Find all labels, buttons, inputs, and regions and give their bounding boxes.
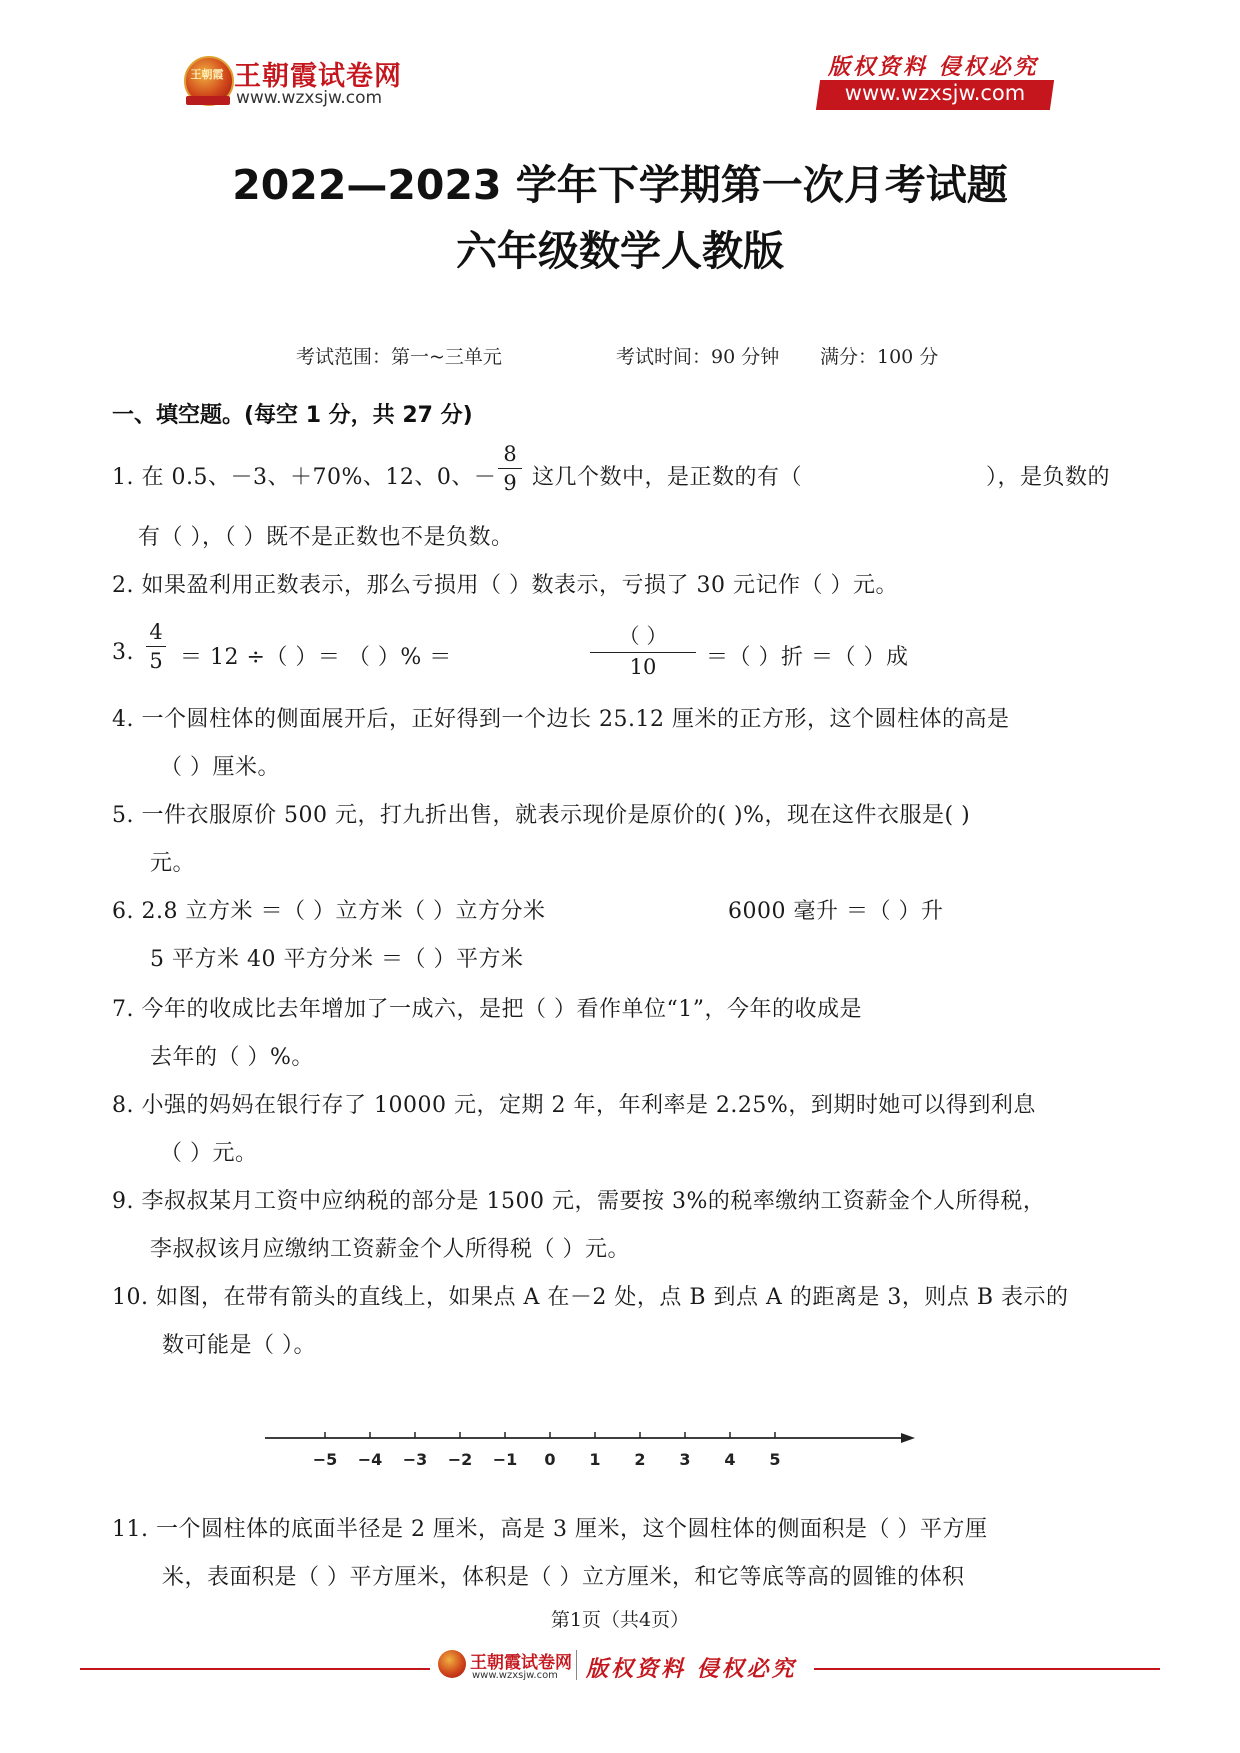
q3-part1: ＝ 12 ÷（ ）＝ （ ）% ＝ [180, 645, 452, 670]
q9-line1: 9. 李叔叔某月工资中应纳税的部分是 1500 元，需要按 3%的税率缴纳工资薪金个人所得税， [112, 1189, 1046, 1214]
number-line-label: −2 [447, 1450, 473, 1469]
q1-fraction [498, 442, 522, 495]
q6-line1b: 6000 毫升 ＝（ ）升 [728, 899, 944, 924]
q8-line1: 8. 小强的妈妈在银行存了 10000 元，定期 2 年，年利率是 2.25%，到期时她可以得到利息 [112, 1093, 1036, 1118]
q4-line2: （ ）厘米。 [160, 755, 280, 780]
q3-frac1-num: 4 [149, 620, 163, 644]
footer-separator [576, 1650, 577, 1680]
q5-line2: 元。 [150, 851, 196, 876]
q1-text-b: 这几个数中，是正数的有（ [532, 465, 803, 490]
copyright-block [818, 50, 1058, 112]
footer-logo-name: 王朝霞试卷网 [470, 1653, 572, 1673]
number-line [255, 1420, 925, 1480]
q8-line2: （ ）元。 [160, 1141, 258, 1166]
q3-part2: ＝（ ）折 ＝（ ）成 [706, 645, 909, 670]
q9-line2: 李叔叔该月应缴纳工资薪金个人所得税（ ）元。 [150, 1237, 630, 1262]
number-line-label: 2 [634, 1450, 646, 1469]
q7-line2: 去年的（ ）%。 [150, 1045, 314, 1070]
number-line-label: −1 [492, 1450, 518, 1469]
number-line-label: 5 [769, 1450, 781, 1469]
q10-line2: 数可能是（ ）。 [162, 1333, 316, 1358]
q2-text: 2. 如果盈利用正数表示，那么亏损用（ ）数表示，亏损了 30 元记作（ ）元。 [112, 573, 898, 598]
number-line-label: 3 [679, 1450, 691, 1469]
site-logo [184, 52, 424, 114]
q6-line1a: 6. 2.8 立方米 ＝（ ）立方米（ ）立方分米 [112, 899, 546, 924]
logo-name: 王朝霞试卷网 [234, 61, 402, 92]
q3-frac2-den: 10 [629, 655, 657, 679]
exam-score: 满分：100 分 [820, 346, 939, 368]
fraction-bar [498, 468, 522, 469]
number-line-label: −4 [357, 1450, 383, 1469]
q11-line2: 米，表面积是（ ）平方厘米，体积是（ ）立方厘米，和它等底等高的圆锥的体积 [162, 1565, 965, 1590]
q11-line1: 11. 一个圆柱体的底面半径是 2 厘米，高是 3 厘米，这个圆柱体的侧面积是（ ）平方厘 [112, 1517, 988, 1542]
badge-text: 王朝霞 [190, 68, 224, 81]
footer-logo [438, 1648, 808, 1692]
q3-label: 3. [112, 640, 134, 665]
footer-divider-left [80, 1668, 430, 1670]
q3-frac2-num: （ ） [618, 624, 668, 648]
q1-text-c: ），是负数的 [986, 465, 1111, 490]
exam-subtitle: 六年级数学人教版 [456, 227, 784, 275]
number-line-label: 0 [544, 1450, 556, 1469]
number-line-label: −5 [312, 1450, 338, 1469]
q10-line1: 10. 如图，在带有箭头的直线上，如果点 A 在－2 处，点 B 到点 A 的距离是 3，则点 B 表示的 [112, 1285, 1069, 1310]
number-line-label: 4 [724, 1450, 736, 1469]
footer-divider-right [814, 1668, 1160, 1670]
url-banner-text: www.wzxsjw.com [844, 81, 1026, 105]
number-line-label: 1 [589, 1450, 601, 1469]
q3-fraction-2 [590, 620, 696, 679]
logo-url: www.wzxsjw.com [236, 88, 383, 108]
q1-line2: 有（ ），（ ）既不是正数也不是负数。 [138, 525, 514, 550]
footer-logo-url: www.wzxsjw.com [472, 1670, 558, 1681]
exam-title: 2022—2023 学年下学期第一次月考试题 [232, 161, 1008, 209]
q7-line1: 7. 今年的收成比去年增加了一成六，是把（ ）看作单位“1”，今年的收成是 [112, 997, 862, 1022]
badge-icon [438, 1650, 466, 1678]
q5-line1: 5. 一件衣服原价 500 元，打九折出售，就表示现价是原价的( )%，现在这件衣服是( ) [112, 803, 971, 828]
q4-line1: 4. 一个圆柱体的侧面展开后，正好得到一个边长 25.12 厘米的正方形，这个圆柱体的高是 [112, 707, 1010, 732]
ribbon-icon [186, 96, 230, 105]
fraction-bar [146, 646, 166, 647]
q1-frac-den: 9 [503, 471, 517, 495]
q3-frac1-den: 5 [149, 649, 163, 673]
number-line-label: −3 [402, 1450, 428, 1469]
q1-text-a: 1. 在 0.5、－3、＋70%、12、0、－ [112, 465, 497, 490]
exam-scope: 考试范围：第一~三单元 [296, 346, 502, 368]
fraction-bar [590, 652, 696, 653]
q1-frac-num: 8 [503, 442, 517, 466]
arrow-icon [901, 1433, 915, 1443]
exam-time: 考试时间：90 分钟 [616, 346, 780, 368]
q6-line2: 5 平方米 40 平方分米 ＝（ ）平方米 [150, 947, 524, 972]
copyright-text: 版权资料 侵权必究 [828, 54, 1039, 80]
q3-fraction-1 [146, 620, 166, 673]
section-heading: 一、填空题。(每空 1 分，共 27 分) [112, 403, 473, 428]
page-number: 第1页（共4页） [550, 1609, 690, 1631]
footer-copyright: 版权资料 侵权必究 [586, 1656, 797, 1682]
